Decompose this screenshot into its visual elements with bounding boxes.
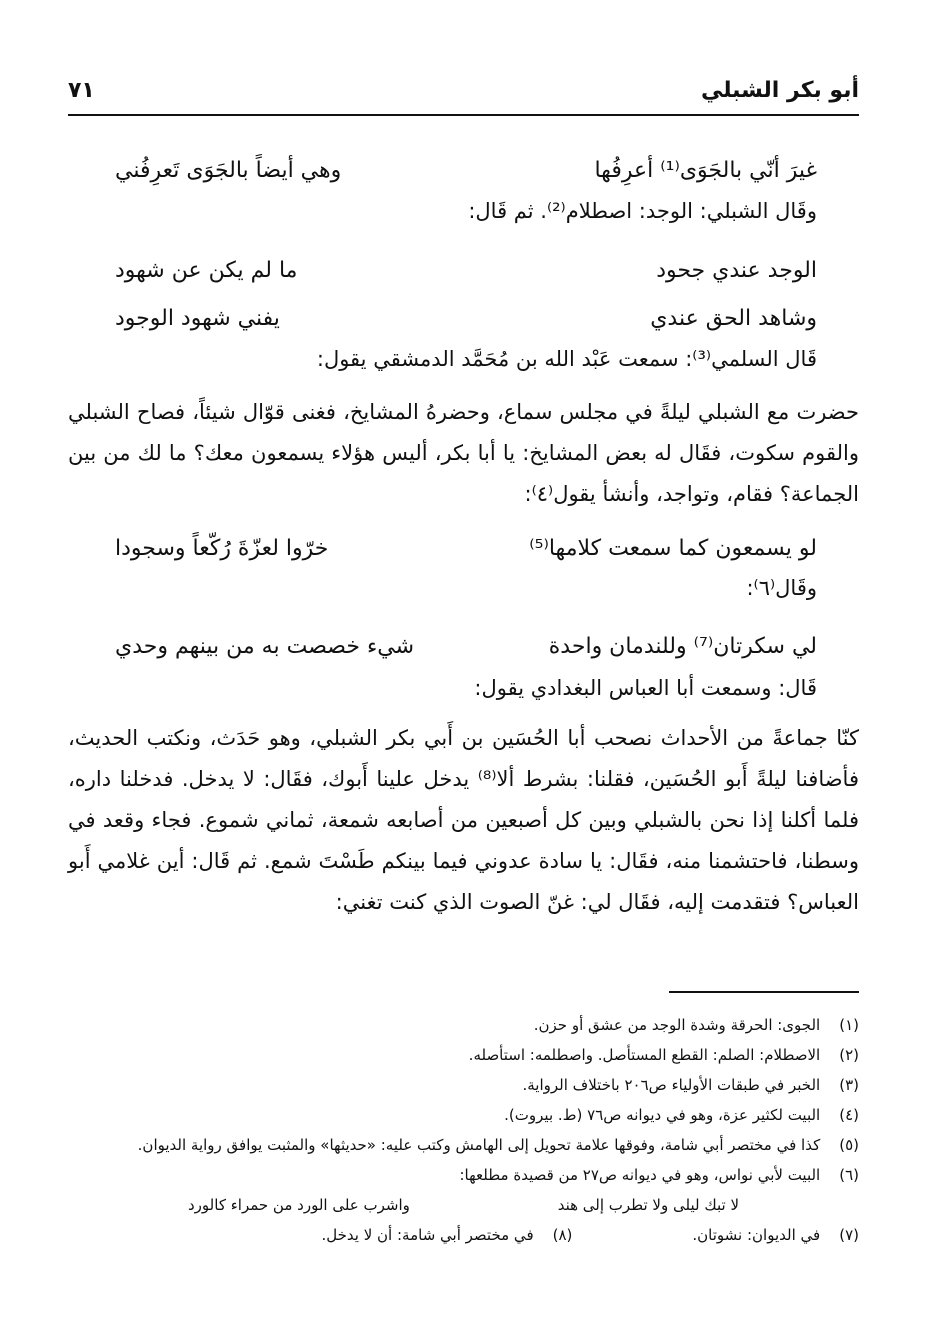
verse-first-hemistich: الوجد عندي جحود bbox=[656, 257, 817, 283]
footnote-number: (٤) bbox=[839, 1106, 859, 1124]
text-line: وقَال الشبلي: الوجد: اصطلام⁽²⁾. ثم قَال: bbox=[468, 199, 817, 223]
verse-line bbox=[115, 148, 817, 192]
footnote-text: البيت لكثير عزة، وهو في ديوانه ص٧٦ (ط. بيروت). bbox=[504, 1106, 821, 1124]
footnote-text: الجوى: الحرقة وشدة الوجد من عشق أو حزن. bbox=[533, 1016, 821, 1034]
footnote-divider bbox=[669, 991, 859, 993]
footnote-text: في الديوان: نشوتان. bbox=[692, 1226, 821, 1244]
verse-line bbox=[115, 526, 817, 570]
footnotes bbox=[68, 1010, 859, 1250]
verse-second-hemistich: يفني شهود الوجود bbox=[115, 305, 280, 331]
verse-second-hemistich: واشرب على الورد من حمراء كالورد bbox=[188, 1196, 410, 1214]
verse-line bbox=[115, 296, 817, 340]
paragraph: حضرت مع الشبلي ليلةً في مجلس سماع، وحضرهُ المشايخ، فغنى قوّال شيئاً، فصاح الشبلي والقوم سكوت، فقَال له بعض المشايخ: يا أبا بكر، أليس هؤلاء يسمعون معك؟ ما لك من بين الجماعة؟ فقام، وتواجد، وأنشأ يقول⁽٤⁾: bbox=[68, 400, 859, 506]
footnote bbox=[68, 1070, 859, 1100]
footnote bbox=[68, 1130, 859, 1160]
paragraph: كنّا جماعةً من الأحداث نصحب أبا الحُسَين بن أَبي بكر الشبلي، وهو حَدَث، ونكتب الحديث، فأضافنا ليلةً أَبو الحُسَين، فقلنا: بشرط ألا⁽⁸⁾ يدخل علينا أَبوك، فقَال: لا يدخل. فدخلنا داره، فلما أكلنا إذا نحن بالشبلي وبين كل أصبعين من أصابعه شمعة، ثماني شموع. فجاء وقعد في وسطنا، فاحتشمنا منه، فقَال: يا سادة عدوني فيما بينكم طَسْتَ شمع. ثم قَال: أين غلامي أَبو العباس؟ فتقدمت إليه، فقَال لي: غنّ الصوت الذي كنت تغني: bbox=[68, 726, 859, 914]
text-line: وقَال⁽٦⁾: bbox=[746, 576, 817, 600]
footnote bbox=[68, 1100, 859, 1130]
verse-second-hemistich: ما لم يكن عن شهود bbox=[115, 257, 298, 283]
verse-second-hemistich: خرّوا لعزّةَ رُكّعاً وسجودا bbox=[115, 535, 329, 561]
footnote-text: الاصطلام: الصلم: القطع المستأصل. واصطلمه: استأصله. bbox=[468, 1046, 821, 1064]
footnote-pair bbox=[68, 1220, 859, 1250]
verse-first-hemistich: لو يسمعون كما سمعت كلامها⁽⁵⁾ bbox=[529, 535, 817, 561]
footnote bbox=[692, 1220, 859, 1250]
text-line: قَال: وسمعت أبا العباس البغدادي يقول: bbox=[474, 676, 817, 700]
footnote-text: الخبر في طبقات الأولياء ص٢٠٦ باختلاف الرواية. bbox=[522, 1076, 821, 1094]
verse-first-hemistich: غيرَ أنّي بالجَوَى⁽¹⁾ أعرِفُها bbox=[594, 157, 817, 183]
footnote bbox=[68, 1040, 859, 1070]
running-title: أبو بكر الشبلي bbox=[700, 78, 859, 103]
verse-line bbox=[115, 624, 817, 668]
verse-first-hemistich: لي سكرتان⁽⁷⁾ وللندمان واحدة bbox=[548, 633, 817, 659]
page-header bbox=[68, 70, 859, 116]
footnote-number: (٣) bbox=[839, 1076, 859, 1094]
footnote bbox=[68, 1160, 859, 1190]
footnote-verse bbox=[68, 1190, 859, 1220]
footnote-number: (٧) bbox=[839, 1226, 859, 1244]
page-number: ٧١ bbox=[68, 78, 95, 103]
footnote-text: في مختصر أبي شامة: أن لا يدخل. bbox=[321, 1226, 534, 1244]
footnote bbox=[322, 1220, 573, 1250]
footnote-text: البيت لأبي نواس، وهو في ديوانه ص٢٧ من قصيدة مطلعها: bbox=[459, 1166, 821, 1184]
footnote-number: (٦) bbox=[839, 1166, 859, 1184]
footnote-number: (٥) bbox=[839, 1136, 859, 1154]
footnote-number: (١) bbox=[839, 1016, 859, 1034]
footnote bbox=[68, 1010, 859, 1040]
footnote-text: كذا في مختصر أبي شامة، وفوقها علامة تحويل إلى الهامش وكتب عليه: «حديثها» والمثبت يوافق رواية الديوان. bbox=[137, 1136, 821, 1154]
verse-first-hemistich: لا تبك ليلى ولا تطرب إلى هند bbox=[557, 1196, 739, 1214]
verse-line bbox=[115, 248, 817, 292]
verse-second-hemistich: شيء خصصت به من بينهم وحدي bbox=[115, 633, 415, 659]
verse-second-hemistich: وهي أيضاً بالجَوَى تَعرِفُني bbox=[115, 157, 342, 183]
footnote-number: (٨) bbox=[552, 1226, 573, 1244]
text-line: قَال السلمي⁽³⁾: سمعت عَبْد الله بن مُحَمَّد الدمشقي يقول: bbox=[316, 347, 817, 371]
footnote-number: (٢) bbox=[839, 1046, 859, 1064]
verse-first-hemistich: وشاهد الحق عندي bbox=[650, 305, 817, 331]
